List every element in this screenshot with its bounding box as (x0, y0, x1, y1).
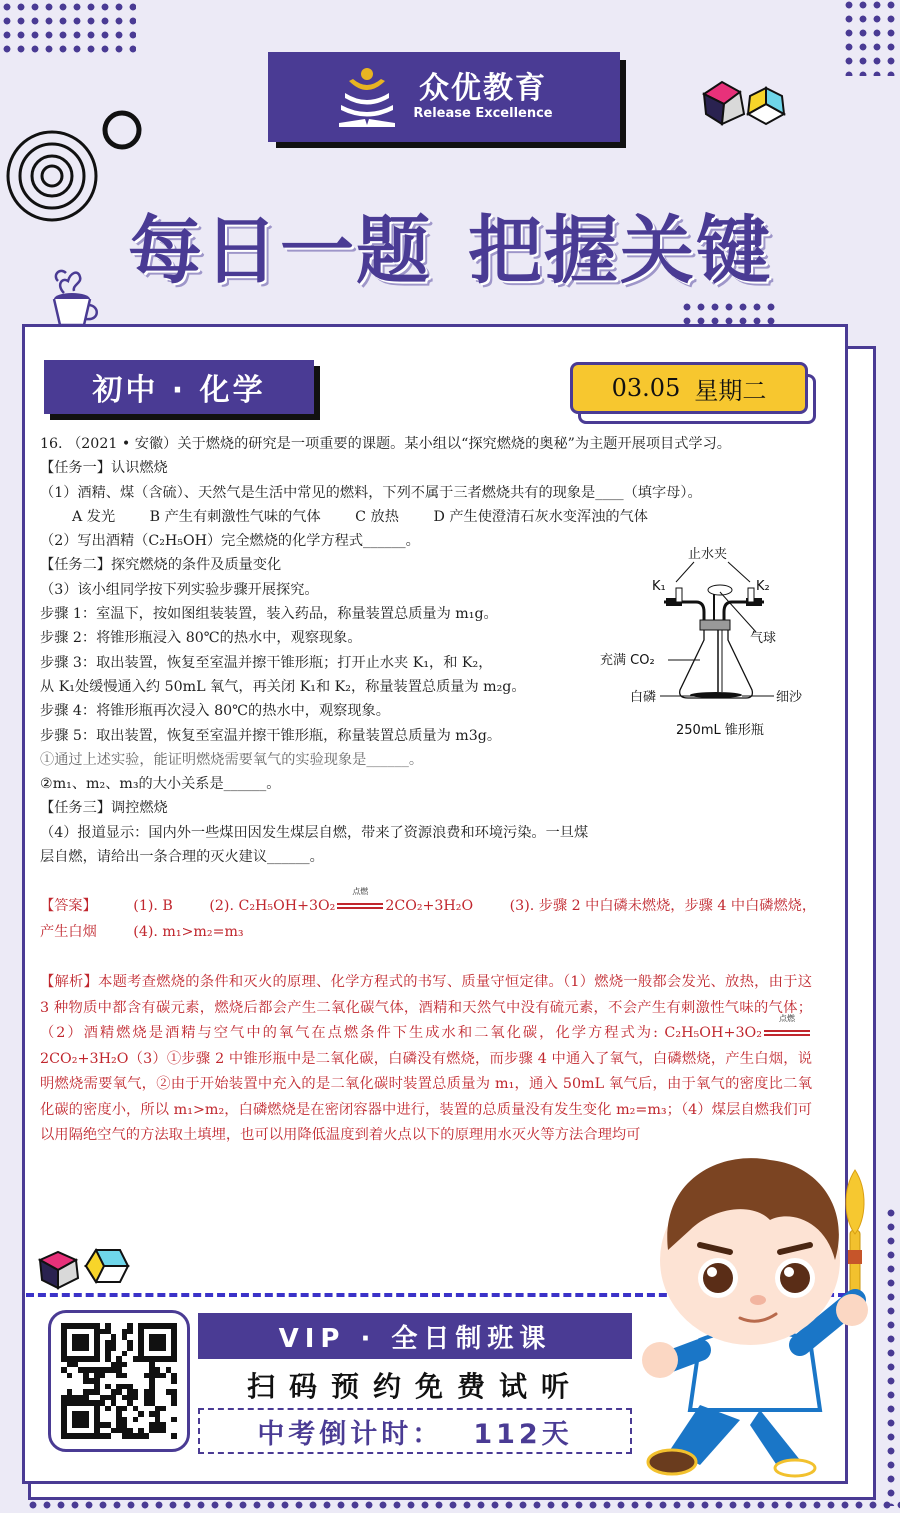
logo-mark-icon (335, 65, 399, 129)
page-headline (0, 192, 900, 298)
diagram-label-clamp: 止水夹 (688, 547, 728, 562)
question-part-4: （4）报道显示：国内外一些煤田因发生煤层自燃，带来了资源浪费和环境污染。一旦煤层自燃，请给出一条合理的灭火建议______。 (40, 824, 589, 866)
task-two-heading: 【任务二】探究燃烧的条件及质量变化 (40, 557, 282, 574)
diagram-label-phosphorus: 白磷 (630, 690, 657, 705)
qr-code[interactable] (48, 1310, 190, 1452)
diagram-label-balloon: 气球 (750, 631, 777, 646)
apparatus-diagram (596, 540, 818, 745)
brand-name-cn: 众优教育 (419, 71, 547, 106)
step-3: 步骤 3：取出装置，恢复至室温并擦干锥形瓶；打开止水夹 K₁，和 K₂， (40, 654, 493, 671)
option-b: B 产生有刺激性气味的气体 (149, 508, 321, 525)
step-3-cont: 从 K₁处缓慢通入约 50mL 氧气，再关闭 K₁和 K₂，称量装置总质量为 m₂g。 (40, 678, 526, 695)
qr-code-pattern (61, 1323, 177, 1439)
subject-tag: 初中 · 化学 (44, 360, 314, 414)
countdown-value: 112天 (473, 1418, 573, 1450)
answer-label: 【答案】 (40, 898, 97, 914)
analysis-equation-arrow (764, 1014, 810, 1040)
weekday-value: 星期二 (694, 376, 767, 405)
answer-part-2-right: 2CO₂+3H₂O (385, 898, 474, 914)
answer-part-4: (4). m₁>m₂=m₃ (133, 924, 244, 940)
diagram-caption: 250mL 锥形瓶 (676, 723, 764, 738)
step-5: 步骤 5：取出装置，恢复至室温并擦干锥形瓶，称量装置总质量为 m3g。 (40, 727, 502, 744)
analysis-equation-condition: 点燃 (779, 1014, 795, 1023)
answer-part-3: (3). 步骤 2 中白磷未燃烧，步骤 4 中白磷燃烧，产生白烟 (40, 898, 817, 940)
vip-course-banner: VIP · 全日制班课 (198, 1313, 632, 1359)
task-three-heading: 【任务三】调控燃烧 (40, 800, 168, 817)
option-d: D 产生使澄清石灰水变浑浊的气体 (433, 508, 648, 525)
sub-question-1: ①通过上述实验，能证明燃烧需要氧气的实验现象是______。 (40, 751, 424, 768)
date-value: 03.05 (611, 374, 681, 402)
equation-arrow (337, 887, 383, 913)
option-c: C 放热 (355, 508, 399, 525)
diagram-label-k1: K₁ (652, 579, 666, 594)
scan-to-book-text: 扫码预约免费试听 (246, 1370, 583, 1403)
diagram-label-co2: 充满 CO₂ (600, 653, 655, 668)
sub-question-2: ②m₁、m₂、m₃的大小关系是______。 (40, 776, 281, 793)
dot-pattern-top-left (0, 0, 136, 54)
question-part-2: （2）写出酒精（C₂H₅OH）完全燃烧的化学方程式______。 (40, 533, 420, 550)
option-a: A 发光 (72, 508, 116, 525)
headline-part1: 每日一题 (128, 208, 432, 294)
step-4: 步骤 4：将锥形瓶再次浸入 80℃的热水中，观察现象。 (40, 703, 390, 720)
dot-pattern-right (884, 1206, 900, 1506)
diagram-label-k2: K₂ (756, 579, 770, 594)
date-tag (570, 362, 808, 414)
cubes-decoration-bottom (36, 1244, 132, 1294)
task-one-heading: 【任务一】认识燃烧 (40, 460, 168, 477)
equation-condition: 点燃 (352, 887, 369, 896)
answer-section (40, 887, 820, 945)
diagram-label-sand: 细沙 (776, 690, 803, 705)
mascot-illustration (630, 1150, 880, 1480)
dot-pattern-top-right (842, 0, 900, 76)
question-part-1: （1）酒精、煤（含硫）、天然气是生活中常见的燃料，下列不属于三者燃烧共有的现象是____（填字母）。 (40, 484, 702, 501)
options-row (40, 505, 820, 529)
answer-part-2-left: (2). C₂H₅OH+3O₂ (209, 898, 336, 914)
analysis-text-b: 2CO₂+3H₂O（3）①步骤 2 中锥形瓶中是二氧化碳，白磷没有燃烧，而步骤 4 中通入了氧气，白磷燃烧，产生白烟，说明燃烧需要氧气，②由于开始装置中充入的是二氧化碳时装置总质量为 m₁，通入 50mL 氧气后，由于氧气的密度比二氧化碳的密度小，所以 m₁>m₂，白磷燃烧是在密闭容器中进行，装置的总质量没有发生变化 m₂=m₃；（4）煤层自燃我们可以用隔绝空气的方法取土填埋，也可以用降低温度到着火点以下的原理用水灭火等方法合理均可 (40, 1050, 812, 1143)
brand-name-en: Release Excellence (413, 106, 553, 121)
headline-part2: 把握关键 (468, 208, 772, 294)
answer-part-1: (1). B (133, 898, 173, 914)
step-2: 步骤 2：将锥形瓶浸入 80℃的热水中，观察现象。 (40, 630, 362, 647)
analysis-label: 【解析】 (40, 974, 99, 990)
cubes-decoration-top (700, 70, 790, 140)
analysis-text-a: 本题考查燃烧的条件和灭火的原理、化学方程式的书写、质量守恒定律。（1）燃烧一般都会发光、放热，由于这 3 种物质中都含有碳元素，燃烧后都会产生二氧化碳气体，酒精和天然气中没有硫元素，不会产生有刺激性气味的气体；（2）酒精燃烧是酒精与空气中的氧气在点燃条件下生成水和二氧化碳，化学方程式为: C₂H₅OH+3O₂ (40, 974, 812, 1041)
dot-pattern-bottom (26, 1498, 900, 1513)
countdown-label: 中考倒计时： (257, 1418, 444, 1450)
question-part-3: （3）该小组同学按下列实验步骤开展探究。 (40, 581, 319, 598)
question-stem: 16. （2021 • 安徽）关于燃烧的研究是一项重要的课题。某小组以“探究燃烧的奥秘”为主题开展项目式学习。 (40, 436, 731, 452)
brand-logo (268, 52, 620, 142)
analysis-section (40, 970, 812, 1149)
exam-countdown (198, 1408, 632, 1454)
step-1: 步骤 1：室温下，按如图组装装置，装入药品，称量装置总质量为 m₁g。 (40, 606, 498, 623)
